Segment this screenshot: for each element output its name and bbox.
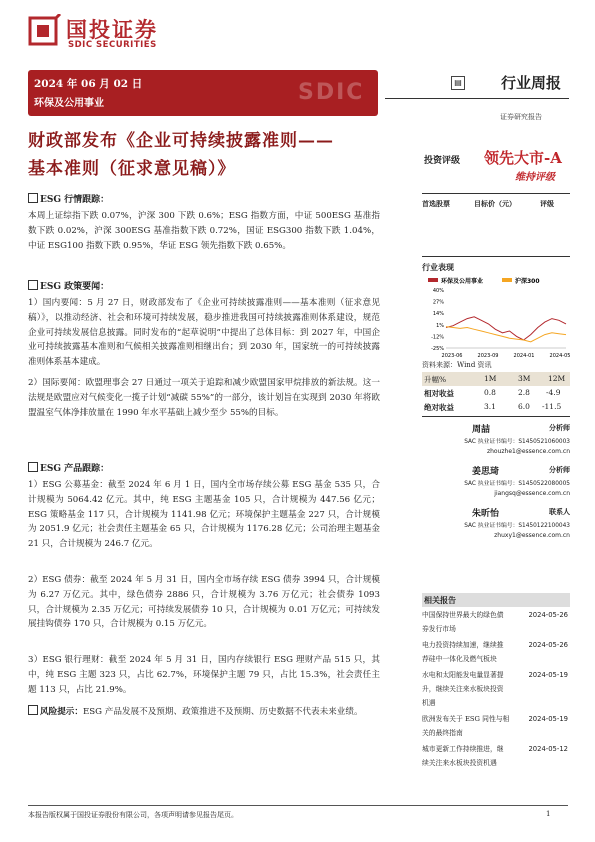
risk-warning: 风险提示：ESG 产品发展不及预期、政策推进不及预期、历史数据不代表未来业绩。 [28,705,380,720]
table-row-label: 相对收益 [424,389,454,398]
related-report-item[interactable] [422,712,570,740]
analyst-card [422,464,570,504]
products-wealth-text: 3）ESG 银行理财：截至 2024 年 5 月 31 日，国内存续银行 ESG 理财产品 515 只，其中，纯 ESG 主题 323 只，占比 62.7%，环境保护主题 79 只，占比 15.3%，社会责任主题 113 只，占比 21.9%。 [28,655,380,695]
related-report-title: 欧洲发布关于 ESG 同性与相 关的最终指南 [422,715,510,737]
section-heading-tracking: ESG 行情跟踪： [28,192,109,205]
analyst-role: 分析师 [549,423,570,432]
divider [422,256,570,257]
rating-label: 投资评级 [424,156,461,166]
tracking-text: 本周上证综指下跌 0.07%，沪深 300 下跌 0.6%；ESG 指数方面，中证 500ESG 基准指数下跌 0.02%，沪深 300ESG 基准指数下跌 0.72%，国证 ESG300 指数下跌 1.04%，中证 ESG100 指数下跌 0.95%，华证 ESG 领先指数下跌 0.65%。 [28,211,380,251]
divider [385,98,569,99]
analyst-name: 周喆 [472,425,491,435]
footer-disclaimer: 本报告版权属于国投证券股份有限公司，各项声明请参见报告尾页。 [28,811,238,819]
logo-text-cn: 国投证券 [66,18,158,42]
report-type: 行业周报 [500,74,561,92]
chart-source: 资料来源：Wind 资讯 [422,361,492,369]
legend-swatch [428,278,438,282]
page-title-line1: 财政部发布《企业可持续披露准则—— [28,131,334,151]
table-header-cell: 3M [518,374,531,383]
table-cell: -11.5 [542,402,562,411]
report-sector: 环保及公用事业 [34,98,104,109]
related-report-date: 2024-05-19 [528,715,568,723]
legend-label: 环保及公用事业 [441,278,484,285]
related-report-item[interactable] [422,668,570,710]
table-cell: 2.8 [518,388,530,397]
table-row-label: 绝对收益 [424,403,454,412]
divider [422,193,570,194]
related-report-title: 水电和太阳能发电量显著提 升，继续关注来水板块投资 机遇 [422,671,504,707]
table-row [422,400,570,414]
analyst-name: 姜思琦 [472,467,500,477]
y-tick-label: -25% [431,346,444,352]
analyst-sac: SAC 执业证书编号：S1450122100043 [464,523,570,529]
related-reports-title: 相关报告 [422,593,570,607]
stocks-col-target: 目标价（元） [474,199,516,208]
chart-svg [422,276,570,362]
y-tick-label: 40% [432,288,444,294]
date-banner [28,70,378,116]
y-tick-label: -12% [431,334,444,341]
table-cell: 6.0 [518,402,530,411]
related-report-title: 电力投资持续加速，继续推 荐硅中一体化及燃气板块 [422,641,504,663]
section-heading-policy: ESG 政策要闻： [28,279,109,292]
page-number: 1 [546,810,551,818]
divider [422,416,570,417]
page-title-line2: 基本准则（征求意见稿）》 [28,159,236,179]
related-report-date: 2024-05-26 [528,641,568,649]
y-tick-label: 14% [432,311,444,318]
report-subtype: 证券研究报告 [500,113,542,121]
related-report-date: 2024-05-19 [528,671,568,679]
footer-divider [28,805,568,806]
analyst-sac: SAC 执业证书编号：S1450521060003 [464,439,570,445]
chart-icon: ▤ [451,76,465,90]
series-line [446,327,566,342]
legend-swatch [502,278,512,282]
analyst-email[interactable]: zhuxy1@essence.com.cn [494,532,570,539]
table-row [422,386,570,400]
table-header-cell: 升幅% [424,375,447,384]
checkbox-icon [28,705,38,715]
checkbox-icon [28,193,38,203]
x-tick-label: 2024-05 [549,353,570,359]
banner-watermark: SDIC [298,80,365,105]
performance-chart [422,276,570,366]
logo-text-en: SDIC SECURITIES [68,40,157,50]
analyst-card [422,422,570,462]
related-report-item[interactable] [422,742,570,770]
table-cell: 0.8 [484,388,496,397]
checkbox-icon [28,462,38,472]
stocks-col-rating: 评级 [540,199,554,208]
market-performance-label: 行业表现 [422,262,454,272]
section-heading-products: ESG 产品跟踪： [28,461,109,474]
products-fund-text: 1）ESG 公募基金：截至 2024 年 6 月 1 日，国内全市场存续公募 ESG 基金 535 只，合计规模为 5064.42 亿元。其中，纯 ESG 主题基金 105 只，合计规模为 447.56 亿元；ESG 策略基金 117 只，合计规模为 1141.98 亿元；环境保护主题基金 227 只，合计规模为 2051.9 亿元；社会责任主题基金 65 只，合计规模为 1176.28 亿元；公司治理主题基金 21 只，合计规模为 246.7 亿元。 [28,480,380,550]
related-report-title: 城市更新工作持续推进，继 续关注来水板块投资机遇 [422,745,504,767]
analyst-sac: SAC 执业证书编号：S1450522080005 [464,481,570,487]
rating-status: 维持评级 [515,172,555,183]
table-header-cell: 12M [548,374,566,383]
related-report-title: 中国保持世界最大的绿色债 券发行市场 [422,611,504,633]
analyst-email[interactable]: jiangsq@essence.com.cn [494,490,570,497]
policy-domestic-text: 1）国内要闻：5 月 27 日，财政部发布了《企业可持续披露准则——基本准则（征求意见稿）》，以推动经济、社会和环境可持续发展，稳步推进我国可持续披露准则体系建设，规范企业可持续发展信息披露。同时发布的“起草说明”中提出了总体目标：到 2027 年，中国企业可持续披露基本准则和气候相关披露准则相继出台；到 2030 年，国家统一的可持续披露准则体系基本建成。 [28,298,380,368]
performance-table [422,372,570,414]
stocks-col-name: 首选股票 [422,199,450,208]
rating-value: 领先大市-A [484,149,562,167]
report-type-box [385,70,569,96]
analyst-name: 朱昕怡 [472,509,500,519]
table-header-row [422,372,570,386]
related-report-date: 2024-05-12 [528,745,568,753]
analyst-role: 联系人 [549,507,570,516]
analyst-role: 分析师 [549,465,570,474]
policy-international-text: 2）国际要闻：欧盟理事会 27 日通过一项关于追踪和减少欧盟国家甲烷排放的新法规。这一法规是欧盟应对气候变化一揽子计划“减碳 55%”的一部分，该计划旨在实现到 2030 年将欧盟温室气体净排放量在 1990 年水平基础上减少至少 55%的目标。 [28,378,380,418]
report-date: 2024 年 06 月 02 日 [34,78,143,90]
x-tick-label: 2023-09 [477,353,499,359]
table-cell: -4.9 [546,388,561,397]
checkbox-icon [28,280,38,290]
related-report-item[interactable] [422,608,570,636]
x-tick-label: 2023-06 [441,353,463,359]
related-report-date: 2024-05-26 [528,611,568,619]
logo-mark-icon [28,14,62,48]
table-cell: 3.1 [484,402,496,411]
y-tick-label: 27% [432,299,444,306]
legend-label: 沪深300 [515,278,540,285]
analyst-email[interactable]: zhouzhe1@essence.com.cn [486,448,570,455]
products-bond-text: 2）ESG 债券：截至 2024 年 5 月 31 日，国内全市场存续 ESG 债券 3994 只，合计规模为 6.27 万亿元。其中，绿色债券 2886 只，合计规模为 3.76 万亿元；社会债券 1093 只，合计规模为 2.35 万亿元；可持续发展债券 10 只，合计规模为 0.01 万亿元；可持续发展挂钩债券 170 只，合计规模为 0.15 万亿元。 [28,575,380,630]
company-logo [28,14,218,56]
table-header-cell: 1M [484,374,497,383]
related-report-item[interactable] [422,638,570,666]
x-tick-label: 2024-01 [513,353,535,359]
y-tick-label: 1% [436,322,444,329]
analyst-card [422,506,570,546]
